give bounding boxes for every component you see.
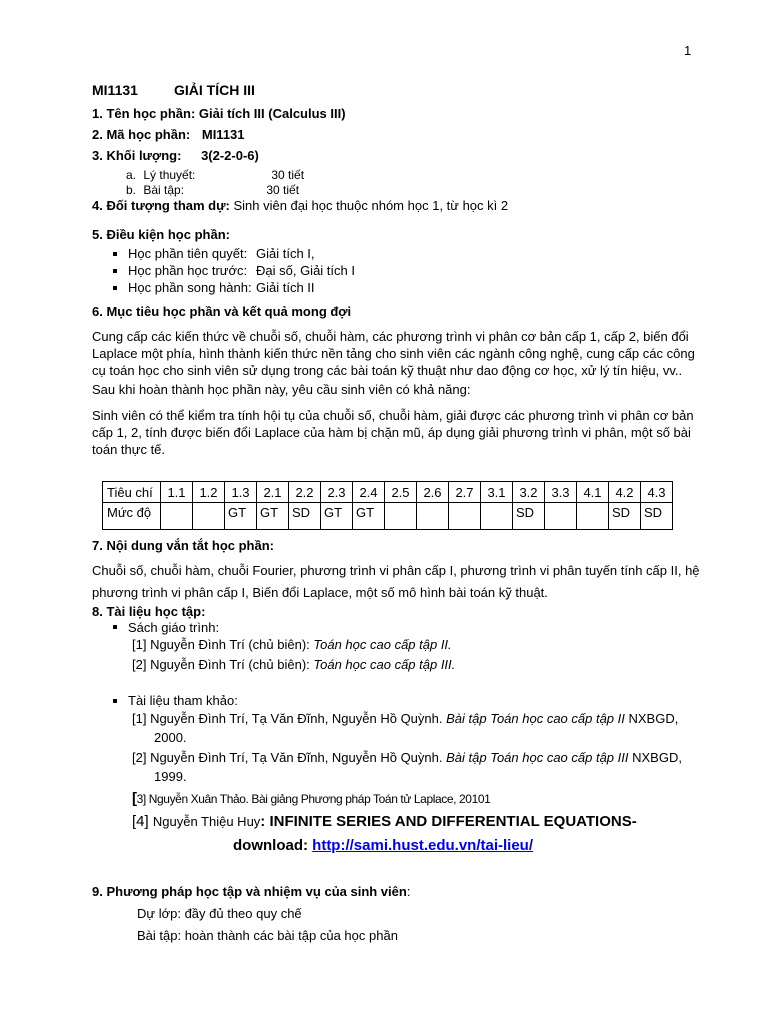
bullet-icon: [113, 625, 117, 629]
level-cell: SD: [513, 503, 545, 530]
download-link[interactable]: http://sami.hust.edu.vn/tai-lieu/: [312, 837, 534, 854]
level-cell: [385, 503, 417, 530]
level-cell: [449, 503, 481, 530]
ref-author: Nguyễn Thiệu Huy: [152, 814, 261, 829]
ref-author: [1] Nguyễn Đình Trí (chủ biên):: [132, 637, 314, 652]
criteria-cell: 3.3: [545, 482, 577, 503]
level-cell: [161, 503, 193, 530]
item-name: Bài tập:: [143, 183, 185, 197]
prereq-value: Đại số, Giải tích I: [256, 263, 355, 278]
reference-1-year: 2000.: [154, 730, 187, 745]
item-value: 30 tiết: [266, 183, 300, 197]
section-2: [92, 127, 245, 142]
course-title: GIẢI TÍCH III: [174, 82, 255, 98]
section-4-value: Sinh viên đại học thuộc nhóm học 1, từ học kì 2: [229, 198, 509, 213]
ref-bracket: [: [132, 790, 137, 807]
level-cell: SD: [289, 503, 321, 530]
reference-2: [132, 750, 682, 765]
prereq-name: Học phần học trước:: [128, 263, 248, 278]
criteria-cell: 1.3: [225, 482, 257, 503]
section-9-colon: :: [406, 884, 411, 899]
reference-3: [132, 790, 490, 807]
item-value: 30 tiết: [271, 168, 305, 182]
prereq-item: [128, 280, 315, 295]
item-name: Lý thuyết:: [143, 168, 196, 182]
criteria-table: [102, 481, 673, 530]
level-cell: [193, 503, 225, 530]
outcomes-intro: Sau khi hoàn thành học phần này, yêu cầu sinh viên có khả năng:: [92, 382, 471, 397]
objectives-paragraph: Cung cấp các kiến thức về chuỗi số, chuỗi hàm, các phương trình vi phân cơ bản cấp 1, cấp 2, biến đổi Laplace một phía, hình thành kiến thức nền tảng cho sinh viên các ngành công nghệ, cung cấp các công cụ toán học cho sinh viên sử dụng trong các bài toán kỹ thuật như dao động cơ học, xử lý tín hiệu, vv..: [92, 329, 695, 378]
criteria-cell: 3.1: [481, 482, 513, 503]
ref-author: [2] Nguyễn Đình Trí, Tạ Văn Đĩnh, Nguyễn Hồ Quỳnh.: [132, 750, 447, 765]
criteria-cell: 1.2: [193, 482, 225, 503]
level-cell: SD: [641, 503, 673, 530]
section-1: [92, 106, 346, 121]
references-label: Tài liệu tham khảo:: [128, 693, 238, 708]
level-cell: [577, 503, 609, 530]
bullet-icon: [113, 699, 117, 703]
bullet-icon: [113, 269, 117, 273]
section-9: [92, 884, 410, 899]
section-8-label: 8. Tài liệu học tập:: [92, 604, 206, 619]
level-cell: GT: [257, 503, 289, 530]
ref-publisher: NXBGD,: [624, 711, 679, 726]
bullet-icon: [113, 286, 117, 290]
prereq-value: Giải tích II: [256, 280, 315, 295]
ref-author: [2] Nguyễn Đình Trí (chủ biên):: [132, 657, 314, 672]
prereq-item: [128, 263, 355, 278]
level-cell: [481, 503, 513, 530]
reference-2-year: 1999.: [154, 769, 187, 784]
prereq-name: Học phần song hành:: [128, 280, 252, 295]
section-4: [92, 198, 508, 213]
section-6-label: 6. Mục tiêu học phần và kết quả mong đợi: [92, 304, 352, 319]
section-3-value: 3(2-2-0-6): [201, 148, 259, 163]
section-1-value: : Giải tích III (Calculus III): [190, 106, 346, 121]
criteria-cell: 2.6: [417, 482, 449, 503]
criteria-row: [103, 482, 673, 503]
ref-author: [1] Nguyễn Đình Trí, Tạ Văn Đĩnh, Nguyễn Hồ Quỳnh.: [132, 711, 447, 726]
textbook-2: [132, 657, 455, 672]
criteria-cell: 2.1: [257, 482, 289, 503]
criteria-cell: 4.3: [641, 482, 673, 503]
section-4-label: 4. Đối tượng tham dự:: [92, 198, 230, 213]
section-2-label: 2. Mã học phần:: [92, 127, 191, 142]
bullet-icon: [113, 252, 117, 256]
level-row: [103, 503, 673, 530]
criteria-cell: 4.2: [609, 482, 641, 503]
section-3-label: 3. Khối lượng:: [92, 148, 182, 163]
textbook-1: [132, 637, 452, 652]
section-9-label: 9. Phương pháp học tập và nhiệm vụ của sinh viên: [92, 884, 407, 899]
content-summary: Chuỗi số, chuỗi hàm, chuỗi Fourier, phương trình vi phân cấp I, phương trình vi phân tuyến tính cấp II, hệ phương trình vi phân cấp I, Biến đổi Laplace, một số mô hình bài toán kỹ thuật.: [92, 563, 700, 600]
criteria-cell: 1.1: [161, 482, 193, 503]
criteria-cell: 4.1: [577, 482, 609, 503]
outcomes-paragraph: Sinh viên có thể kiểm tra tính hội tụ của chuỗi số, chuỗi hàm, giải được các phương trình vi phân cơ bản cấp 1, 2, tính được biến đổi Laplace của hàm bị chặn mũ, áp dụng giải phương trình vi phân, một số bài toán thực tế.: [92, 408, 694, 457]
reference-4: [132, 813, 637, 830]
section-2-value: MI1131: [201, 127, 245, 142]
download-label: download:: [233, 837, 313, 854]
row-header: Mức độ: [103, 503, 161, 530]
duty-attendance: Dự lớp: đầy đủ theo quy chế: [137, 906, 302, 921]
level-cell: [417, 503, 449, 530]
ref-title: Bài tập Toán học cao cấp tập III: [446, 750, 629, 765]
row-header: Tiêu chí: [103, 482, 161, 503]
criteria-cell: 2.2: [289, 482, 321, 503]
ref-publisher: NXBGD,: [628, 750, 682, 765]
prereq-item: [128, 246, 315, 261]
level-cell: SD: [609, 503, 641, 530]
level-cell: GT: [225, 503, 257, 530]
workload-item: [126, 183, 299, 197]
ref-number: [4]: [132, 813, 153, 830]
item-marker: a.: [126, 168, 137, 182]
prereq-name: Học phần tiên quyết:: [128, 246, 248, 261]
duty-exercises: Bài tập: hoàn thành các bài tập của học phần: [137, 928, 398, 943]
download-line: [233, 837, 533, 854]
workload-item: [126, 168, 304, 182]
reference-1: [132, 711, 678, 726]
section-3: [92, 148, 259, 163]
level-cell: [545, 503, 577, 530]
criteria-cell: 2.5: [385, 482, 417, 503]
level-cell: GT: [353, 503, 385, 530]
criteria-cell: 2.4: [353, 482, 385, 503]
ref-title: Toán học cao cấp tập II.: [313, 637, 452, 652]
criteria-cell: 2.3: [321, 482, 353, 503]
course-code: MI1131: [92, 82, 138, 98]
level-cell: GT: [321, 503, 353, 530]
criteria-cell: 2.7: [449, 482, 481, 503]
textbooks-label: Sách giáo trình:: [128, 620, 220, 635]
ref-text: 3] Nguyễn Xuân Thảo. Bài giảng Phương pháp Toán tử Laplace, 20101: [136, 792, 491, 806]
section-7-label: 7. Nội dung vắn tắt học phần:: [92, 538, 274, 553]
criteria-cell: 3.2: [513, 482, 545, 503]
ref-title: : INFINITE SERIES AND DIFFERENTIAL EQUATIONS-: [260, 813, 637, 830]
prereq-value: Giải tích I,: [256, 246, 315, 261]
ref-title: Bài tập Toán học cao cấp tập II: [446, 711, 625, 726]
ref-title: Toán học cao cấp tập III.: [313, 657, 456, 672]
page-title: [92, 82, 255, 98]
page-number: 1: [684, 43, 692, 58]
section-5-label: 5. Điều kiện học phần:: [92, 227, 230, 242]
section-1-label: 1. Tên học phần: [92, 106, 191, 121]
item-marker: b.: [126, 183, 137, 197]
